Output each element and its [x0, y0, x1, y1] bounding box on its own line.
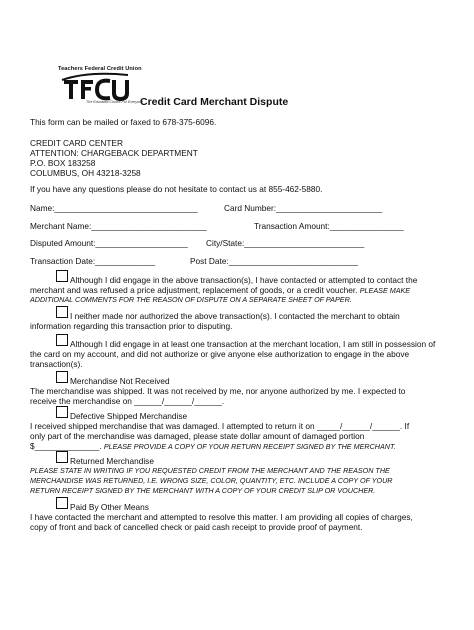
option-1-checkbox[interactable] [56, 270, 68, 282]
post-date-field[interactable]: Post Date:____________________________ [190, 256, 358, 266]
option-6-heading: Returned Merchandise [70, 456, 154, 466]
name-field[interactable]: Name:_______________________________ [30, 203, 198, 213]
option-2-line-1: I neither made nor authorized the above transaction(s). I contacted the merchant to obtain [70, 311, 400, 321]
intro-text: This form can be mailed or faxed to 678-375-6096. [30, 117, 217, 127]
disputed-amount-field[interactable]: Disputed Amount:____________________ [30, 238, 188, 248]
merchant-name-field[interactable]: Merchant Name:_________________________ [30, 221, 207, 231]
option-4-checkbox[interactable] [56, 371, 68, 383]
option-3-line-1: Although I did engage in at least one transaction at the merchant location, I am still in possession of [70, 339, 436, 349]
option-3-line-2: the card on my account, and did not authorize or give anyone else authorization to engage in the above [30, 349, 410, 359]
option-4-line-2: receive the merchandise on ______/______/______. [30, 396, 225, 406]
address-line-2: ATTENTION: CHARGEBACK DEPARTMENT [30, 148, 198, 158]
option-4-heading: Merchandise Not Received [70, 376, 170, 386]
option-1-line-2-text: merchant and was refused a price adjustment, replacement of goods, or a credit voucher. [30, 285, 358, 295]
option-5-heading: Defective Shipped Merchandise [70, 411, 188, 421]
option-7-checkbox[interactable] [56, 497, 68, 509]
option-1-italic-note: ADDITIONAL COMMENTS FOR THE REASON OF DISPUTE ON A SEPARATE SHEET OF PAPER. [30, 295, 352, 304]
option-7-line-1: I have contacted the merchant and attempted to resolve this matter. I am providing all copies of charges, [30, 512, 413, 522]
address-line-3: P.O. BOX 183258 [30, 158, 96, 168]
option-6-checkbox[interactable] [56, 451, 68, 463]
option-1-line-1: Although I did engage in the above transaction(s), I have contacted or attempted to contact the [70, 275, 418, 285]
option-7-line-2: copy of front and back of cancelled check or paid cash receipt to provide proof of payment. [30, 522, 363, 532]
option-3-checkbox[interactable] [56, 334, 68, 346]
card-number-field[interactable]: Card Number:_______________________ [224, 203, 383, 213]
option-5-amount-italic: PLEASE PROVIDE A COPY OF YOUR RETURN RECEIPT SIGNED BY THE MERCHANT. [103, 442, 396, 451]
option-6-italic-line-2: MERCHANDISE WAS RETURNED, I.E. WRONG SIZE, COLOR, QUANTITY, ETC. INCLUDE A COPY OF YOUR [30, 476, 393, 485]
questions-text: If you have any questions please do not hesitate to contact us at 855-462-5880. [30, 184, 323, 194]
option-6-italic-line-3: RETURN RECEIPT SIGNED BY THE MERCHANT WITH A COPY OF YOUR CREDIT SLIP OR VOUCHER. [30, 486, 376, 495]
option-6-italic-line-1: PLEASE STATE IN WRITING IF YOU REQUESTED CREDIT FROM THE MERCHANT AND THE REASON THE [30, 466, 390, 475]
option-7-heading: Paid By Other Means [70, 502, 149, 512]
option-5-checkbox[interactable] [56, 406, 68, 418]
option-5-line-1: I received shipped merchandise that was damaged. I attempted to return it on _____/______/______. If [30, 421, 410, 431]
option-5-amount-blank[interactable]: $______________. [30, 441, 102, 451]
option-3-line-3: transaction(s). [30, 359, 83, 369]
address-line-1: CREDIT CARD CENTER [30, 138, 123, 148]
form-title: Credit Card Merchant Dispute [140, 96, 289, 108]
address-line-4: COLUMBUS, OH 43218-3258 [30, 168, 141, 178]
option-1-inline-italic: PLEASE MAKE [359, 286, 411, 295]
city-state-field[interactable]: City/State:__________________________ [206, 238, 365, 248]
option-2-checkbox[interactable] [56, 306, 68, 318]
logo-tagline: The Educated Choice For Everyone [86, 100, 144, 104]
transaction-amount-field[interactable]: Transaction Amount:________________ [254, 221, 404, 231]
tfcu-logo [58, 66, 153, 106]
option-5-line-3 [30, 441, 396, 452]
logo-org-name: Teachers Federal Credit Union [58, 66, 142, 72]
option-5-line-2: only part of the merchandise was damaged, please state dollar amount of damaged portion [30, 431, 365, 441]
option-2-line-2: information regarding this transaction prior to disputing. [30, 321, 233, 331]
option-4-line-1: The merchandise was shipped. It was not received by me, nor anyone authorized by me. I expected to [30, 386, 406, 396]
transaction-date-field[interactable]: Transaction Date:_____________ [30, 256, 156, 266]
